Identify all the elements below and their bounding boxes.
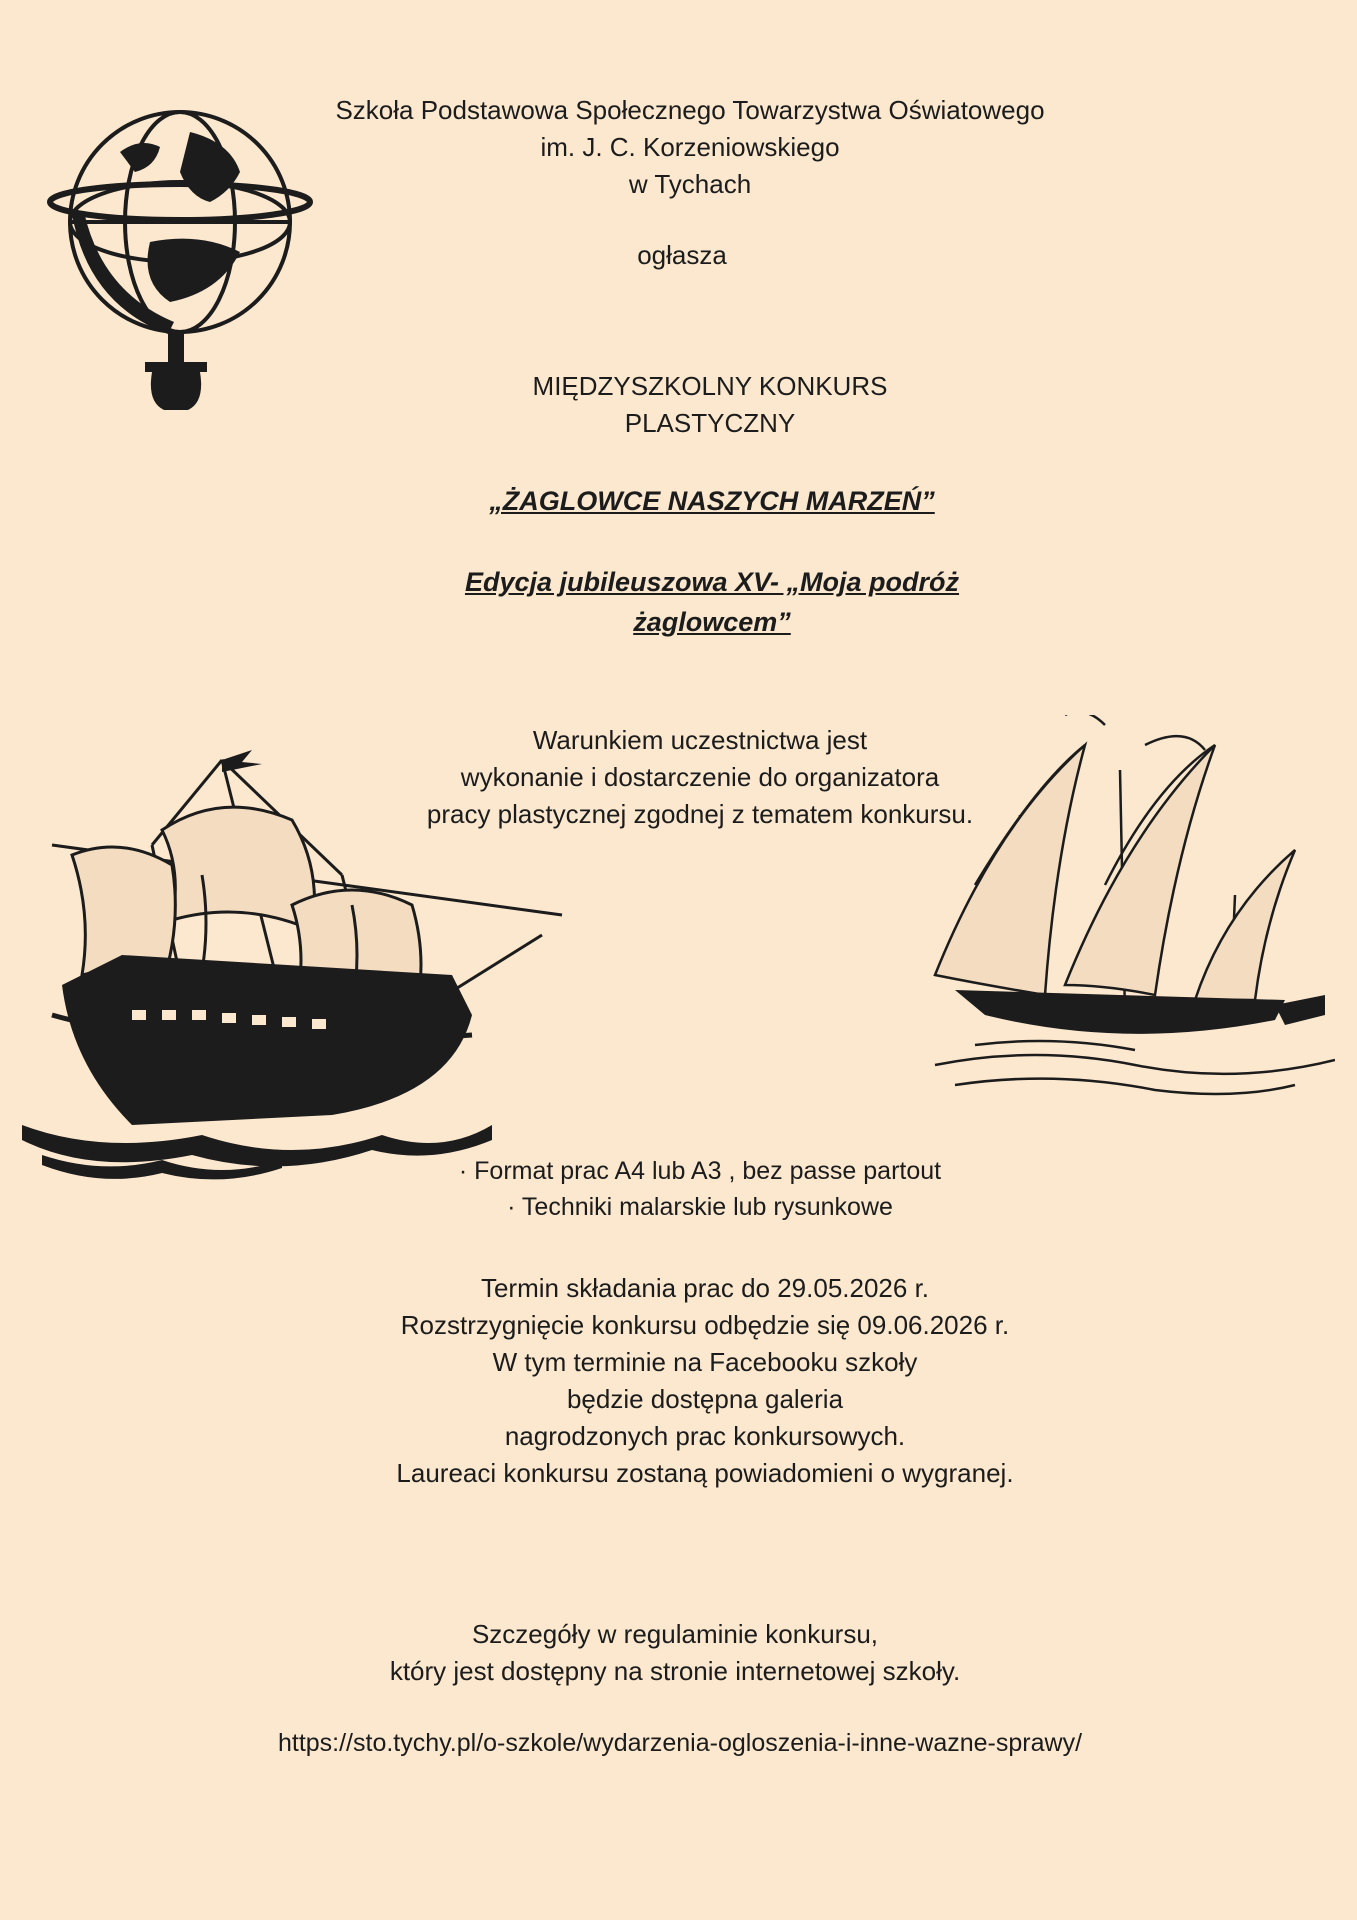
- details-line2: który jest dostępny na stronie internetowej szkoły.: [389, 1656, 961, 1686]
- edition-line1: Edycja jubileuszowa XV- „Moja podróż: [464, 567, 960, 597]
- schedule-line: Rozstrzygnięcie konkursu odbędzie się 09.06.2026 r.: [400, 1310, 1010, 1340]
- schedule-line: nagrodzonych prac konkursowych.: [504, 1421, 906, 1451]
- contest-type: [410, 368, 1010, 442]
- conditions-line2: wykonanie i dostarczenie do organizatora: [460, 762, 940, 792]
- details-info: [330, 1616, 1020, 1690]
- school-line3: w Tychach: [628, 169, 752, 199]
- announces-text: ogłasza: [637, 240, 727, 270]
- schedule-info: [330, 1270, 1080, 1492]
- conditions-line1: Warunkiem uczestnictwa jest: [532, 725, 868, 755]
- schedule-line: W tym terminie na Facebooku szkoły: [492, 1347, 918, 1377]
- globe-icon: [40, 92, 315, 417]
- details-line1: Szczegóły w regulaminie konkursu,: [471, 1619, 879, 1649]
- schedule-line: będzie dostępna galeria: [566, 1384, 844, 1414]
- requirement-item: · Techniki malarskie lub rysunkowe: [507, 1193, 893, 1221]
- conditions-line3: pracy plastycznej zgodnej z tematem konkursu.: [426, 799, 974, 829]
- schedule-line: Termin składania prac do 29.05.2026 r.: [480, 1273, 930, 1303]
- contest-type-line2: PLASTYCZNY: [624, 408, 796, 438]
- school-line2: im. J. C. Korzeniowskiego: [540, 132, 840, 162]
- school-name: [300, 92, 1080, 203]
- contest-type-line1: MIĘDZYSZKOLNY KONKURS: [532, 371, 888, 401]
- regulations-link[interactable]: https://sto.tychy.pl/o-szkole/wydarzenia-ogloszenia-i-inne-wazne-sprawy/: [277, 1729, 1083, 1757]
- school-line1: Szkoła Podstawowa Społecznego Towarzystwa Oświatowego: [335, 95, 1045, 125]
- contest-title: „ŻAGLOWCE NASZYCH MARZEŃ”: [489, 486, 935, 516]
- requirement-item: · Format prac A4 lub A3 , bez passe partout: [458, 1157, 942, 1185]
- caravel-ship-icon: [915, 715, 1335, 1105]
- edition-title: [362, 562, 1062, 642]
- galleon-ship-icon: [22, 735, 567, 1195]
- schedule-line: Laureaci konkursu zostaną powiadomieni o wygranej.: [396, 1458, 1014, 1488]
- edition-line2: żaglowcem”: [633, 607, 791, 637]
- requirements-list: [380, 1153, 1020, 1225]
